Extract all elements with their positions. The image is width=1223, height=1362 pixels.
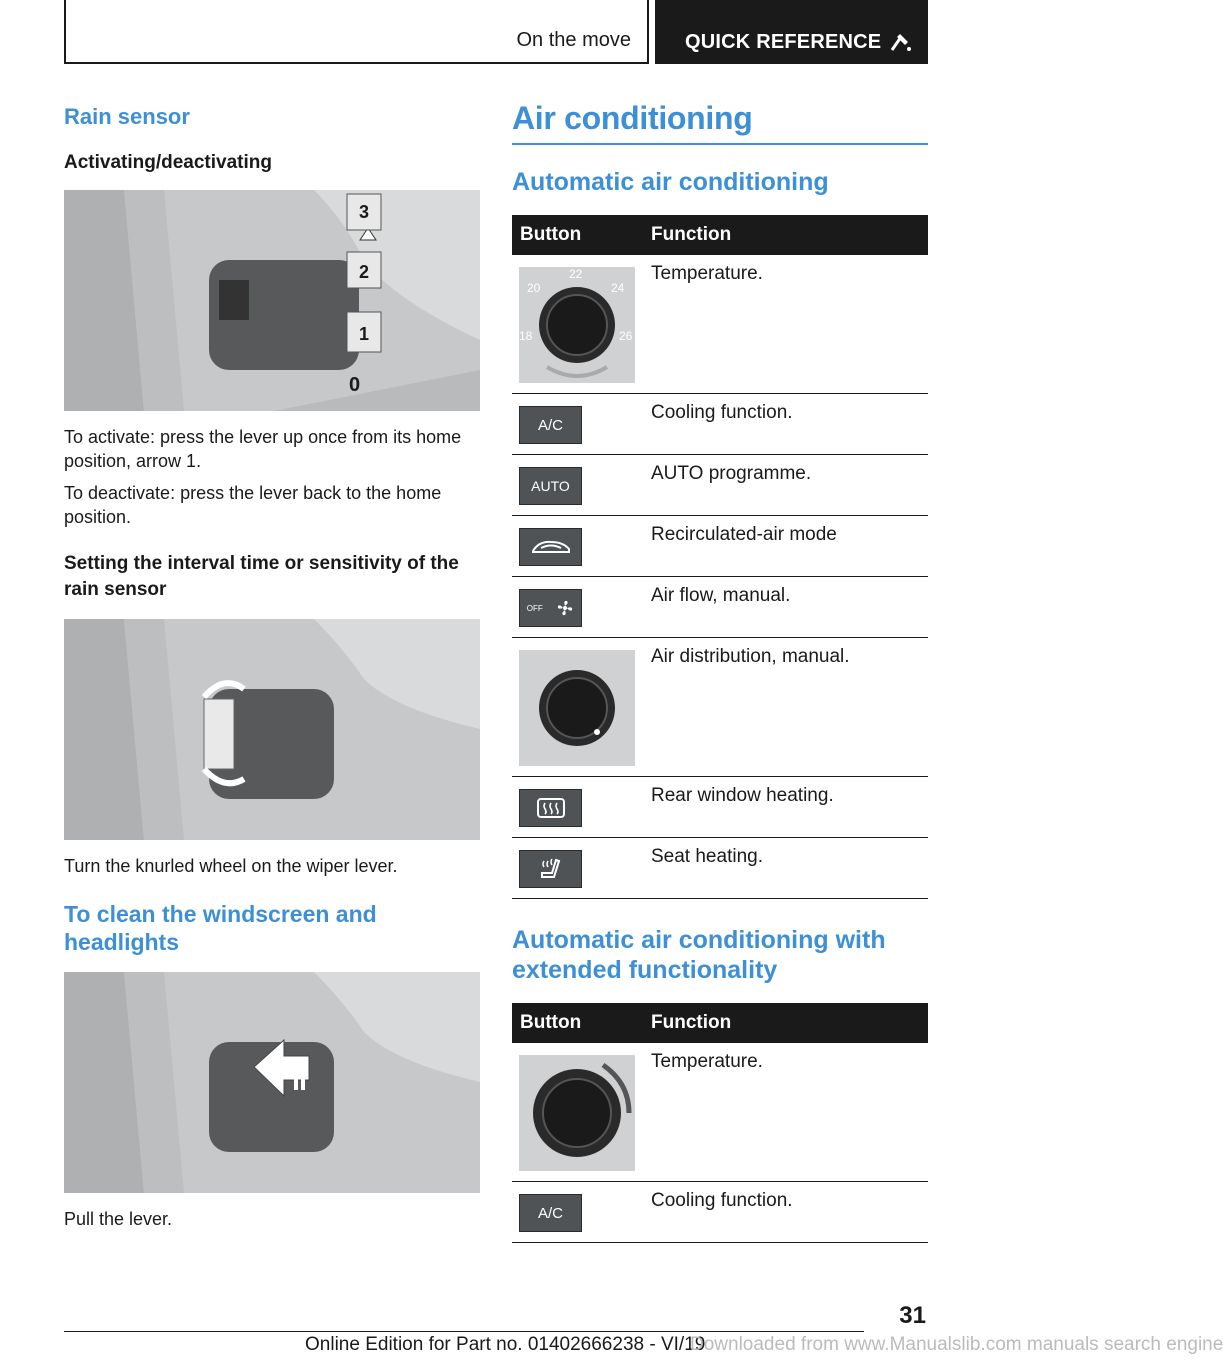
table-row <box>512 455 928 516</box>
temperature-knob-icon <box>519 1055 635 1171</box>
fan-button-icon <box>519 589 582 627</box>
activate-instruction: To activate: press the lever up once from its home position, arrow 1. <box>64 427 462 471</box>
table-row <box>512 777 928 838</box>
function-cell: Cooling function. <box>643 394 928 455</box>
header-chapter-title: QUICK REFERENCE <box>685 31 882 53</box>
extended-ac-heading: Automatic air conditioning with extended functionality <box>512 926 886 984</box>
ac-button-icon: A/C <box>519 406 582 444</box>
table-row <box>512 577 928 638</box>
temp-scale-22: 22 <box>569 267 583 281</box>
rain-sensor-heading: Rain sensor <box>64 104 190 129</box>
temp-scale-20: 20 <box>527 281 541 295</box>
fig1-label-0: 0 <box>349 374 361 396</box>
footer-watermark: Downloaded from www.Manualslib.com manuals search engine <box>690 1334 1223 1355</box>
function-cell: Rear window heating. <box>643 777 928 838</box>
automatic-ac-table <box>512 215 928 899</box>
function-cell: Temperature. <box>643 255 928 394</box>
table-row <box>512 516 928 577</box>
fig1-label-2: 2 <box>359 262 370 282</box>
extended-ac-table <box>512 1003 928 1243</box>
pull-instruction: Pull the lever. <box>64 1209 173 1229</box>
figure-wiper-lever-positions <box>64 190 480 411</box>
column-header-button: Button <box>512 215 643 255</box>
fan-off-label: OFF <box>526 603 543 613</box>
header-section-title: On the move <box>516 29 631 51</box>
recirculation-icon <box>519 528 582 566</box>
fig1-label-1: 1 <box>359 324 370 344</box>
fan-icon <box>556 599 574 617</box>
table-row <box>512 1182 928 1243</box>
air-distribution-knob-icon <box>519 650 635 766</box>
activating-heading: Activating/deactivating <box>64 152 272 173</box>
clean-heading: To clean the windscreen and headlights <box>64 901 377 955</box>
left-column <box>64 100 480 1231</box>
auto-button-icon: AUTO <box>519 467 582 505</box>
table-row <box>512 1043 928 1182</box>
figure-knurled-wheel <box>64 619 480 840</box>
function-cell: Recirculated-air mode <box>643 516 928 577</box>
temp-scale-26: 26 <box>619 329 633 343</box>
table-row <box>512 255 928 394</box>
page-number: 31 <box>899 1302 926 1329</box>
automatic-ac-heading: Automatic air conditioning <box>512 168 829 196</box>
table-header-row <box>512 215 928 255</box>
function-cell: Cooling function. <box>643 1182 928 1243</box>
header-section-box <box>64 0 649 64</box>
table-row <box>512 838 928 899</box>
footer-edition: Online Edition for Part no. 01402666238 - VI/19 <box>305 1334 706 1355</box>
temp-scale-18: 18 <box>519 329 533 343</box>
function-cell: Air distribution, manual. <box>643 638 928 777</box>
footer-divider <box>64 1331 864 1332</box>
air-conditioning-heading: Air conditioning <box>512 100 928 145</box>
ac-button-icon: A/C <box>519 1194 582 1232</box>
header-chapter-box <box>655 0 928 64</box>
right-column <box>512 100 928 1243</box>
column-header-button: Button <box>512 1003 643 1043</box>
temp-scale-24: 24 <box>611 281 625 295</box>
table-header-row <box>512 1003 928 1043</box>
fig1-label-3: 3 <box>359 202 370 222</box>
knurled-instruction: Turn the knurled wheel on the wiper lever. <box>64 856 398 876</box>
function-cell: AUTO programme. <box>643 455 928 516</box>
column-header-function: Function <box>643 215 928 255</box>
table-row <box>512 638 928 777</box>
rear-window-heating-icon <box>519 789 582 827</box>
function-cell: Seat heating. <box>643 838 928 899</box>
column-header-function: Function <box>643 1003 928 1043</box>
seat-heating-icon <box>519 850 582 888</box>
function-cell: Air flow, manual. <box>643 577 928 638</box>
interval-heading: Setting the interval time or sensitivity of the rain sensor <box>64 553 459 600</box>
road-icon <box>888 28 914 54</box>
temperature-knob-icon <box>519 267 635 383</box>
function-cell: Temperature. <box>643 1043 928 1182</box>
deactivate-instruction: To deactivate: press the lever back to the home position. <box>64 483 442 527</box>
figure-pull-lever <box>64 972 480 1193</box>
table-row <box>512 394 928 455</box>
